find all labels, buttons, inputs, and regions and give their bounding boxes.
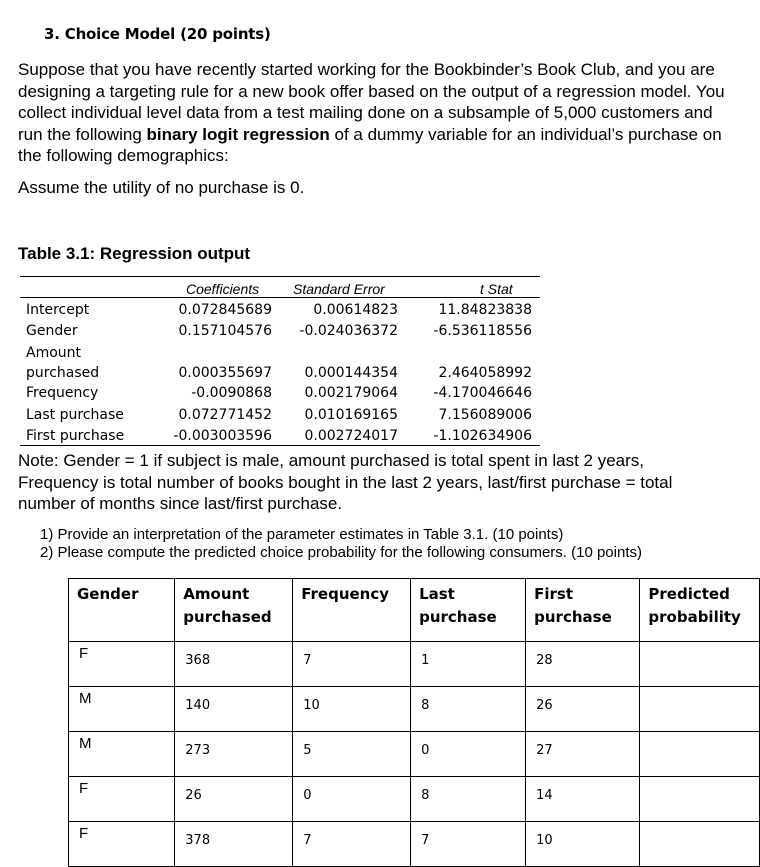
- header-t-stat: t Stat: [480, 281, 513, 297]
- se-amount: 0.000144354: [304, 365, 398, 381]
- coef-last-purchase: 0.072771452: [178, 407, 272, 423]
- table-bottom-rule: [20, 445, 540, 446]
- col-header-frequency: Frequency: [293, 579, 411, 642]
- table-row: [69, 822, 760, 867]
- se-first-purchase: 0.002724017: [304, 428, 398, 444]
- question-intro: [18, 59, 738, 167]
- row-label-gender: Gender: [26, 323, 78, 339]
- se-last-purchase: 0.010169165: [304, 407, 398, 423]
- cell-frequency: 0: [293, 777, 411, 822]
- col-header-amount: Amount purchased: [175, 579, 293, 642]
- tstat-first-purchase: -1.102634906: [433, 428, 532, 444]
- row-label-amount-2: purchased: [26, 365, 100, 381]
- se-gender: -0.024036372: [299, 323, 398, 339]
- intro-text-2: of a dummy variable for an individual’s purchase on the following demographics:: [18, 124, 722, 165]
- cell-last-purchase: 8: [411, 777, 526, 822]
- table-top-rule: [20, 276, 540, 277]
- col-header-last-purchase: Last purchase: [411, 579, 526, 642]
- table-row: [69, 732, 760, 777]
- cell-predicted-probability[interactable]: [640, 642, 760, 687]
- row-label-last-purchase: Last purchase: [26, 407, 124, 423]
- cell-last-purchase: 1: [411, 642, 526, 687]
- table-row: [69, 777, 760, 822]
- cell-amount: 368: [175, 642, 293, 687]
- cell-predicted-probability[interactable]: [640, 732, 760, 777]
- row-label-amount: Amount: [26, 345, 82, 361]
- table-header-rule: [20, 297, 540, 298]
- question-heading: 3. Choice Model (20 points): [44, 25, 271, 43]
- cell-last-purchase: 7: [411, 822, 526, 867]
- cell-gender: F: [69, 822, 175, 867]
- cell-gender: M: [69, 687, 175, 732]
- intro-text-1: Suppose that you have recently started working for the Bookbinder’s Book Club, and you are designing a targeting rule for a new book offer based on the output of a regression model. You collect individual level data from a test mailing done on a subsample of 5,000 customers and run the following: [18, 60, 725, 144]
- coef-frequency: -0.0090868: [191, 385, 272, 401]
- coef-amount: 0.000355697: [178, 365, 272, 381]
- row-label-intercept: Intercept: [26, 302, 90, 318]
- table-row: [69, 642, 760, 687]
- col-header-first-purchase: First purchase: [526, 579, 640, 642]
- question-list: [40, 526, 642, 562]
- coef-first-purchase: -0.003003596: [173, 428, 272, 444]
- coef-intercept: 0.072845689: [178, 302, 272, 318]
- cell-gender: F: [69, 777, 175, 822]
- tstat-gender: -6.536118556: [433, 323, 532, 339]
- cell-predicted-probability[interactable]: [640, 777, 760, 822]
- se-frequency: 0.002179064: [304, 385, 398, 401]
- cell-amount: 26: [175, 777, 293, 822]
- coef-gender: 0.157104576: [178, 323, 272, 339]
- cell-frequency: 5: [293, 732, 411, 777]
- cell-first-purchase: 26: [526, 687, 640, 732]
- cell-first-purchase: 14: [526, 777, 640, 822]
- cell-predicted-probability[interactable]: [640, 687, 760, 732]
- cell-amount: 378: [175, 822, 293, 867]
- cell-first-purchase: 10: [526, 822, 640, 867]
- cell-last-purchase: 8: [411, 687, 526, 732]
- col-header-gender: Gender: [69, 579, 175, 642]
- consumer-table: [68, 578, 760, 867]
- cell-frequency: 10: [293, 687, 411, 732]
- tstat-intercept: 11.84823838: [438, 302, 532, 318]
- header-standard-error: Standard Error: [293, 281, 385, 297]
- tstat-frequency: -4.170046646: [433, 385, 532, 401]
- tstat-amount: 2.464058992: [438, 365, 532, 381]
- cell-last-purchase: 0: [411, 732, 526, 777]
- cell-frequency: 7: [293, 642, 411, 687]
- row-label-frequency: Frequency: [26, 385, 99, 401]
- cell-amount: 140: [175, 687, 293, 732]
- col-header-predicted-probability: Predicted probability: [640, 579, 760, 642]
- cell-frequency: 7: [293, 822, 411, 867]
- regression-table-title: Table 3.1: Regression output: [18, 244, 251, 263]
- cell-predicted-probability[interactable]: [640, 822, 760, 867]
- se-intercept: 0.00614823: [313, 302, 398, 318]
- consumer-table-header-row: [69, 579, 760, 642]
- intro-bold-term: binary logit regression: [146, 124, 330, 144]
- table-note: Note: Gender = 1 if subject is male, amount purchased is total spent in last 2 years, Frequency is total number of books bought in the last 2 years, last/first purchase = total number of months since last/first purchase.: [18, 451, 673, 513]
- table-row: [69, 687, 760, 732]
- assumption-text: Assume the utility of no purchase is 0.: [18, 178, 305, 197]
- cell-gender: F: [69, 642, 175, 687]
- cell-first-purchase: 27: [526, 732, 640, 777]
- row-label-first-purchase: First purchase: [26, 428, 125, 444]
- question-item-2: 2) Please compute the predicted choice probability for the following consumers. (10 points): [40, 544, 642, 561]
- cell-gender: M: [69, 732, 175, 777]
- cell-first-purchase: 28: [526, 642, 640, 687]
- cell-amount: 273: [175, 732, 293, 777]
- header-coefficients: Coefficients: [186, 281, 260, 297]
- tstat-last-purchase: 7.156089006: [438, 407, 532, 423]
- question-item-1: 1) Provide an interpretation of the parameter estimates in Table 3.1. (10 points): [40, 526, 564, 543]
